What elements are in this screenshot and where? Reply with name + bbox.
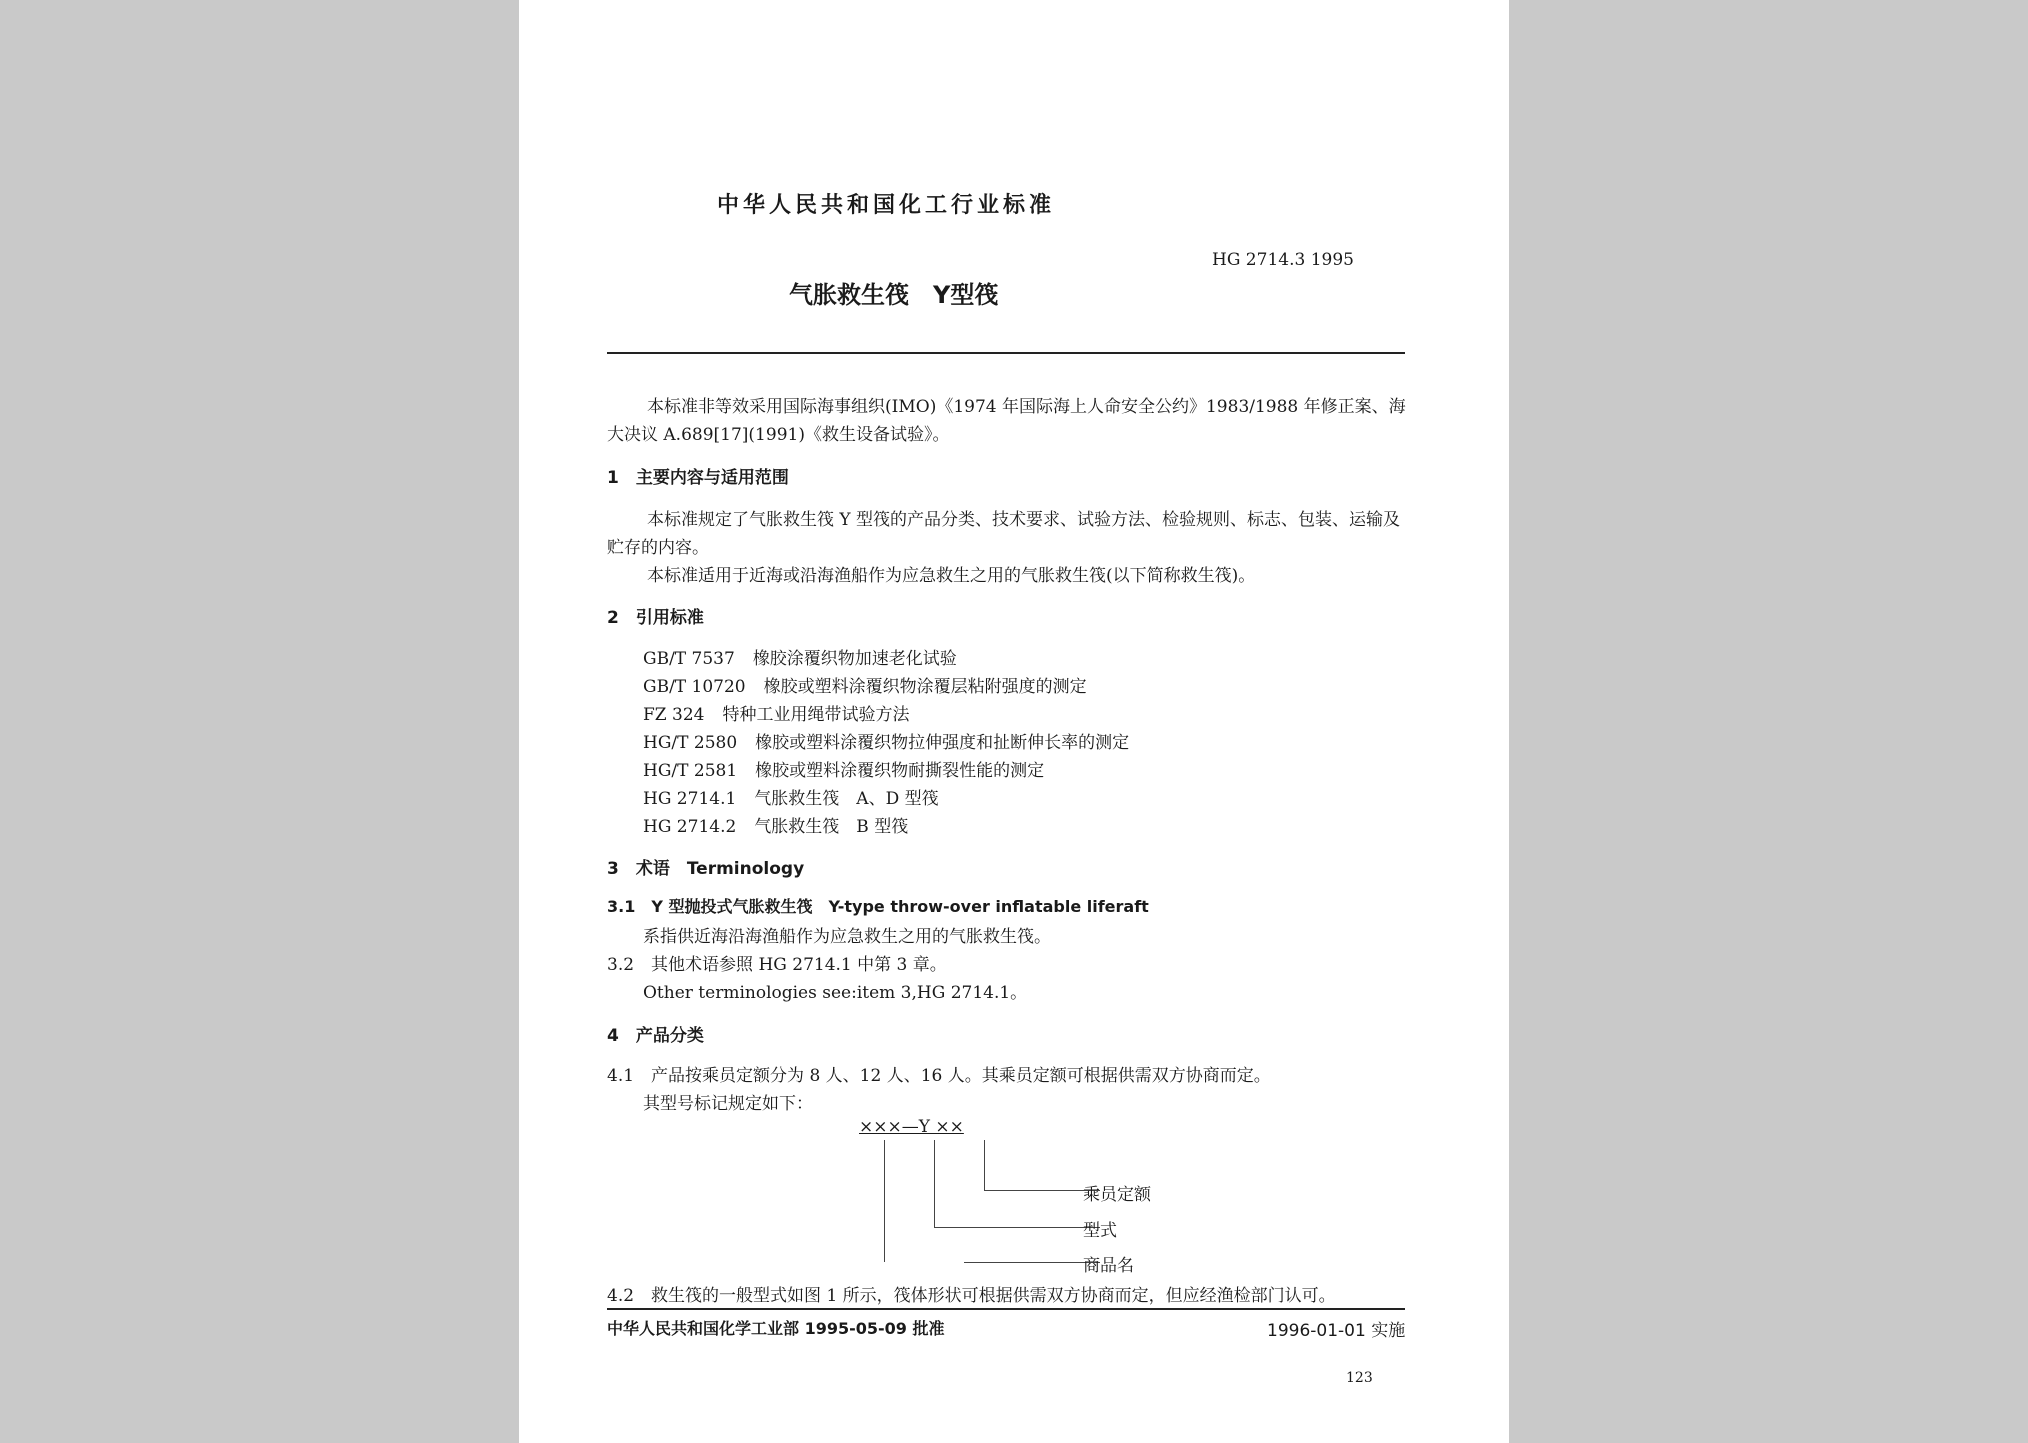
section-1-para-2: 本标准适用于近海或沿海渔船作为应急救生之用的气胀救生筏(以下简称救生筏)。 — [647, 566, 1256, 586]
reference-item — [643, 644, 957, 669]
label-crew-capacity: 乘员定额 — [1083, 1185, 1151, 1205]
reference-code: HG/T 2580 — [643, 733, 738, 753]
clause-4-2: 4.2 救生筏的一般型式如图 1 所示，筏体形状可根据供需双方协商而定，但应经渔检部门认可。 — [607, 1286, 1336, 1306]
term-3-1-heading: 3.1 Y 型抛投式气胀救生筏 Y-type throw-over inflatable liferaft — [607, 897, 1149, 916]
reference-item — [643, 756, 1044, 781]
label-type: 型式 — [1083, 1221, 1117, 1241]
section-4-heading: 4 产品分类 — [607, 1026, 704, 1046]
term-3-1-body: 系指供近海沿海渔船作为应急救生之用的气胀救生筏。 — [643, 927, 1051, 947]
reference-title: 气胀救生筏 A、D 型筏 — [754, 789, 939, 809]
effective-date: 1996-01-01 实施 — [1267, 1321, 1406, 1341]
document-page — [519, 0, 1509, 1443]
document-title: 气胀救生筏 Y型筏 — [789, 281, 999, 309]
model-code: ×××—Y ×× — [859, 1117, 964, 1137]
diagram-line — [984, 1140, 985, 1190]
diagram-line — [934, 1140, 935, 1227]
intro-line-2: 大决议 A.689[17](1991)《救生设备试验》。 — [607, 425, 950, 445]
section-3-heading: 3 术语 Terminology — [607, 859, 805, 879]
approval-date: 中华人民共和国化学工业部 1995-05-09 批准 — [607, 1319, 945, 1338]
page-number: 123 — [1346, 1370, 1373, 1386]
footer-rule — [607, 1308, 1405, 1310]
section-1-para-1-line-1: 本标准规定了气胀救生筏 Y 型筏的产品分类、技术要求、试验方法、检验规则、标志、包装、运输及 — [647, 510, 1401, 530]
intro-line-1: 本标准非等效采用国际海事组织(IMO)《1974 年国际海上人命安全公约》1983/1988 年修正案、海 — [647, 397, 1406, 417]
reference-code: HG 2714.2 — [643, 817, 737, 837]
reference-title: 橡胶或塑料涂覆织物耐撕裂性能的测定 — [755, 761, 1045, 781]
reference-item — [643, 700, 909, 725]
reference-code: HG/T 2581 — [643, 761, 738, 781]
diagram-line — [884, 1140, 885, 1262]
reference-title: 橡胶或塑料涂覆织物涂覆层粘附强度的测定 — [763, 677, 1087, 697]
reference-item — [643, 672, 1087, 697]
reference-item — [643, 784, 939, 809]
reference-title: 橡胶或塑料涂覆织物拉伸强度和扯断伸长率的测定 — [755, 733, 1130, 753]
section-2-heading: 2 引用标准 — [607, 608, 704, 628]
reference-code: GB/T 10720 — [643, 677, 746, 697]
term-3-2-body: Other terminologies see:item 3,HG 2714.1。 — [643, 983, 1028, 1003]
diagram-line — [934, 1227, 1100, 1228]
reference-code: HG 2714.1 — [643, 789, 737, 809]
diagram-line — [964, 1262, 1100, 1263]
clause-4-1: 4.1 产品按乘员定额分为 8 人、12 人、16 人。其乘员定额可根据供需双方协商而定。 — [607, 1066, 1271, 1086]
term-3-2-heading: 3.2 其他术语参照 HG 2714.1 中第 3 章。 — [607, 955, 947, 975]
standard-number: HG 2714.3 1995 — [1212, 250, 1354, 270]
header-rule — [607, 352, 1405, 354]
section-1-para-1-line-2: 贮存的内容。 — [607, 538, 709, 558]
reference-code: GB/T 7537 — [643, 649, 735, 669]
reference-code: FZ 324 — [643, 705, 705, 725]
reference-title: 气胀救生筏 B 型筏 — [754, 817, 909, 837]
section-1-heading: 1 主要内容与适用范围 — [607, 468, 789, 488]
org-title: 中华人民共和国化工行业标准 — [717, 193, 1056, 218]
label-trade-name: 商品名 — [1083, 1256, 1134, 1276]
clause-4-1-marking-intro: 其型号标记规定如下： — [643, 1094, 813, 1114]
reference-title: 橡胶涂覆织物加速老化试验 — [752, 649, 957, 669]
reference-title: 特种工业用绳带试验方法 — [722, 705, 910, 725]
reference-item — [643, 812, 908, 837]
reference-item — [643, 728, 1129, 753]
